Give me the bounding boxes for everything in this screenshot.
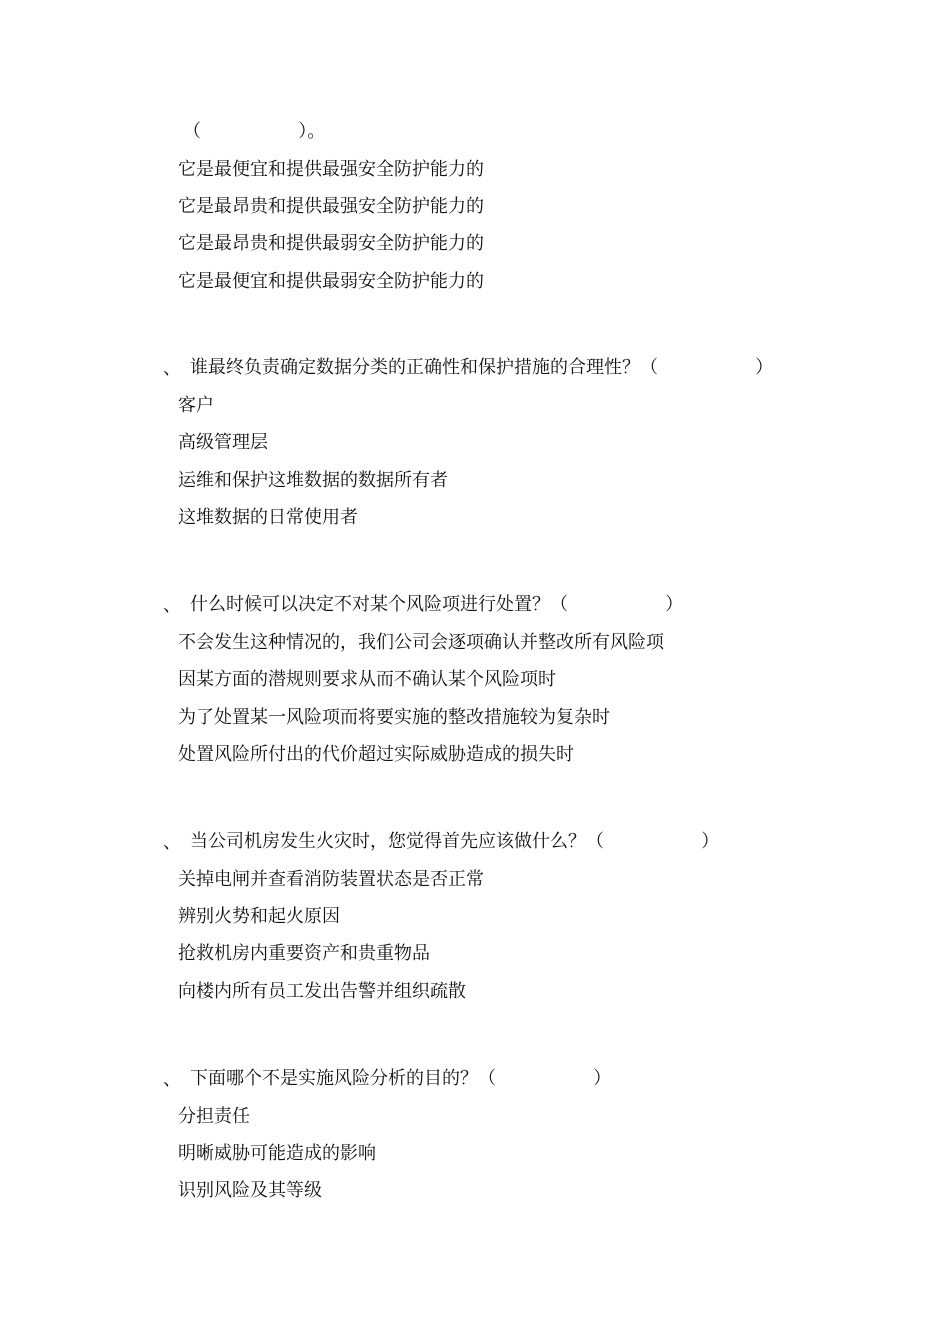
option-b: 明晰威胁可能造成的影响 <box>178 1143 376 1164</box>
question-marker: 、 <box>163 1069 181 1090</box>
option-c: 它是最昂贵和提供最弱安全防护能力的 <box>178 233 484 254</box>
option-a: 它是最便宜和提供最强安全防护能力的 <box>178 159 484 180</box>
option-c: 为了处置某一风险项而将要实施的整改措施较为复杂时 <box>178 707 610 728</box>
question-stem: 什么时候可以决定不对某个风险项进行处置？（ ） <box>190 594 684 615</box>
option-b: 它是最昂贵和提供最强安全防护能力的 <box>178 196 484 217</box>
question-marker: 、 <box>163 595 181 616</box>
option-d: 这堆数据的日常使用者 <box>178 507 358 528</box>
question-stem: 当公司机房发生火灾时，您觉得首先应该做什么？（ ） <box>190 831 720 852</box>
question-stem: 下面哪个不是实施风险分析的目的？（ ） <box>190 1068 612 1089</box>
option-d: 它是最便宜和提供最弱安全防护能力的 <box>178 271 484 292</box>
option-b: 辨别火势和起火原因 <box>178 906 340 927</box>
option-b: 因某方面的潜规则要求从而不确认某个风险项时 <box>178 669 556 690</box>
option-c: 识别风险及其等级 <box>178 1180 322 1201</box>
option-b: 高级管理层 <box>178 432 268 453</box>
option-d: 向楼内所有员工发出告警并组织疏散 <box>178 981 466 1002</box>
option-a: 不会发生这种情况的，我们公司会逐项确认并整改所有风险项 <box>178 632 664 653</box>
option-a: 客户 <box>178 395 214 416</box>
option-a: 关掉电闸并查看消防装置状态是否正常 <box>178 869 484 890</box>
option-c: 抢救机房内重要资产和贵重物品 <box>178 943 430 964</box>
question-marker: 、 <box>163 358 181 379</box>
option-d: 处置风险所付出的代价超过实际威胁造成的损失时 <box>178 744 574 765</box>
option-c: 运维和保护这堆数据的数据所有者 <box>178 470 448 491</box>
question-marker: 、 <box>163 832 181 853</box>
option-a: 分担责任 <box>178 1106 250 1127</box>
question-stem: 谁最终负责确定数据分类的正确性和保护措施的合理性？（ ） <box>190 357 774 378</box>
question-stem-tail: （ ）。 <box>183 121 326 142</box>
